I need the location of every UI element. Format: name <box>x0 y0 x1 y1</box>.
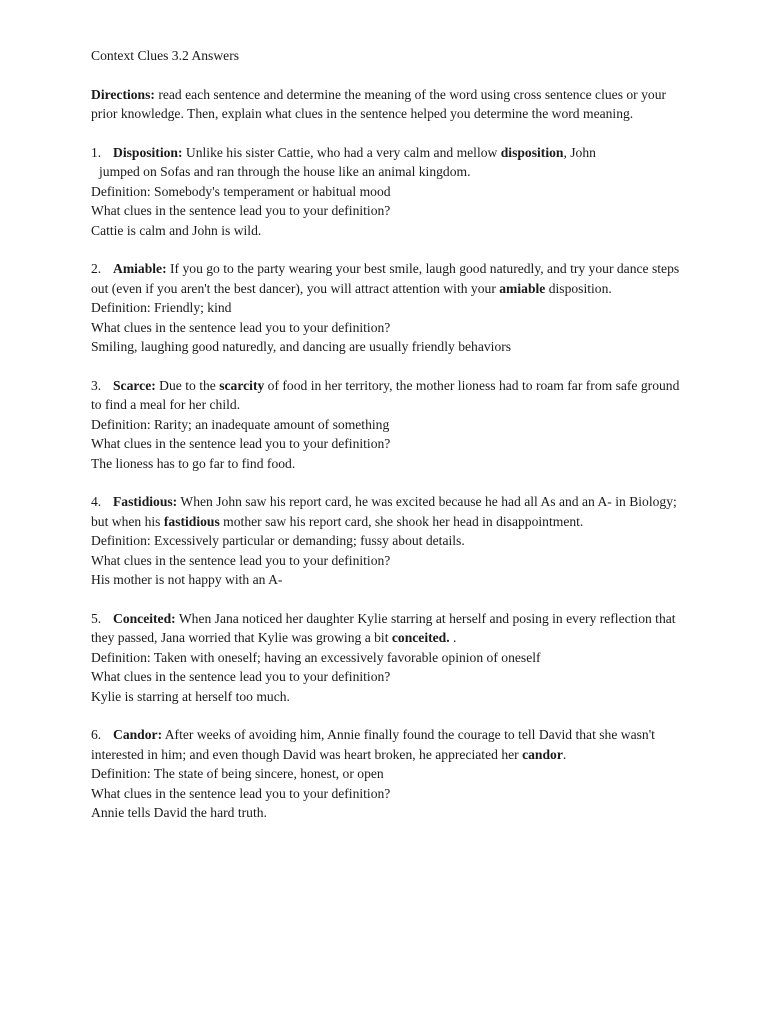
item-number: 2. <box>91 261 102 276</box>
item-word: Disposition: <box>113 144 183 160</box>
item-question: What clues in the sentence lead you to your definition? <box>91 785 391 801</box>
item-answer: Smiling, laughing good naturedly, and dancing are usually friendly behaviors <box>91 339 512 354</box>
item-answer: Kylie is starring at herself too much. <box>91 688 290 704</box>
item-definition: Definition: Friendly; kind <box>91 300 232 315</box>
vocab-item-6 <box>91 725 691 823</box>
item-question: What clues in the sentence lead you to your definition? <box>91 203 391 218</box>
vocab-item-4 <box>91 492 691 590</box>
sentence-continuation: jumped on Sofas and ran through the house like an animal kingdom. <box>99 164 471 179</box>
item-number: 1. <box>91 144 102 160</box>
item-bold-word: conceited. <box>391 630 450 645</box>
item-word: Scarce: <box>113 377 156 393</box>
item-definition: Definition: Excessively particular or demanding; fussy about details. <box>91 533 465 548</box>
item-question: What clues in the sentence lead you to your definition? <box>91 552 391 568</box>
sentence-part: If you go to the party wearing your best smile, laugh good naturedly, and try your dance steps out (even if you aren't the best dancer), you will attract attention with your <box>91 261 680 296</box>
item-answer: The lioness has to go far to find food. <box>91 455 296 471</box>
item-sentence <box>91 492 691 531</box>
sentence-part: disposition. <box>545 280 612 296</box>
vocab-item-3 <box>91 376 691 474</box>
item-sentence <box>91 143 691 163</box>
item-answer: Annie tells David the hard truth. <box>91 805 267 820</box>
item-number: 3. <box>91 377 102 393</box>
sentence-part: After weeks of avoiding him, Annie finally found the courage to tell David that she wasn't interested in him; and even though David was heart broken, he appreciated her <box>91 727 655 762</box>
item-word: Amiable: <box>113 261 167 276</box>
item-definition: Definition: Somebody's temperament or habitual mood <box>91 183 391 199</box>
directions-text: read each sentence and determine the meaning of the word using cross sentence clues or your prior knowledge. Then, explain what clues in the sentence helped you determine the word meaning. <box>91 86 667 121</box>
item-definition: Definition: Rarity; an inadequate amount of something <box>91 416 390 432</box>
vocab-item-5 <box>91 609 691 707</box>
item-sentence <box>91 725 691 764</box>
item-sentence <box>91 259 691 298</box>
item-word: Fastidious: <box>113 494 178 509</box>
item-number: 6. <box>91 727 102 742</box>
vocab-item-1 <box>91 143 691 241</box>
item-question: What clues in the sentence lead you to your definition? <box>91 669 391 684</box>
item-bold-word: disposition <box>500 144 564 160</box>
item-bold-word: scarcity <box>219 377 265 393</box>
item-bold-word: fastidious <box>163 513 220 529</box>
item-bold-word: amiable <box>499 280 546 296</box>
item-word: Conceited: <box>113 610 176 626</box>
sentence-part: Due to the <box>155 377 220 393</box>
item-definition: Definition: Taken with oneself; having an excessively favorable opinion of oneself <box>91 649 541 665</box>
item-answer: Cattie is calm and John is wild. <box>91 222 262 238</box>
sentence-part: , John <box>563 144 596 160</box>
item-question: What clues in the sentence lead you to your definition? <box>91 436 391 451</box>
sentence-part: When John saw his report card, he was excited because he had all As and an A- in Biology; but when his <box>91 494 677 529</box>
document-page <box>91 46 691 842</box>
item-sentence <box>91 609 691 648</box>
directions-label: Directions: <box>91 86 155 102</box>
item-answer: His mother is not happy with an A- <box>91 572 283 587</box>
item-number: 5. <box>91 610 102 626</box>
vocab-item-2 <box>91 259 691 357</box>
sentence-part: of food in her territory, the mother lioness had to roam far from safe ground to find a meal for her child. <box>91 377 680 412</box>
sentence-part: . <box>449 630 457 645</box>
sentence-part: Unlike his sister Cattie, who had a very calm and mellow <box>182 144 501 160</box>
directions-paragraph <box>91 85 691 124</box>
sentence-part: mother saw his report card, she shook her head in disappointment. <box>219 513 584 529</box>
item-question: What clues in the sentence lead you to your definition? <box>91 319 391 335</box>
sentence-part: . <box>562 746 567 762</box>
item-bold-word: candor <box>522 746 563 762</box>
document-title: Context Clues 3.2 Answers <box>91 48 240 63</box>
item-number: 4. <box>91 494 102 509</box>
item-sentence <box>91 376 691 415</box>
item-definition: Definition: The state of being sincere, honest, or open <box>91 766 384 781</box>
item-word: Candor: <box>113 727 163 742</box>
sentence-part: When Jana noticed her daughter Kylie starring at herself and posing in every reflection that they passed, Jana worried that Kylie was growing a bit <box>91 610 676 645</box>
